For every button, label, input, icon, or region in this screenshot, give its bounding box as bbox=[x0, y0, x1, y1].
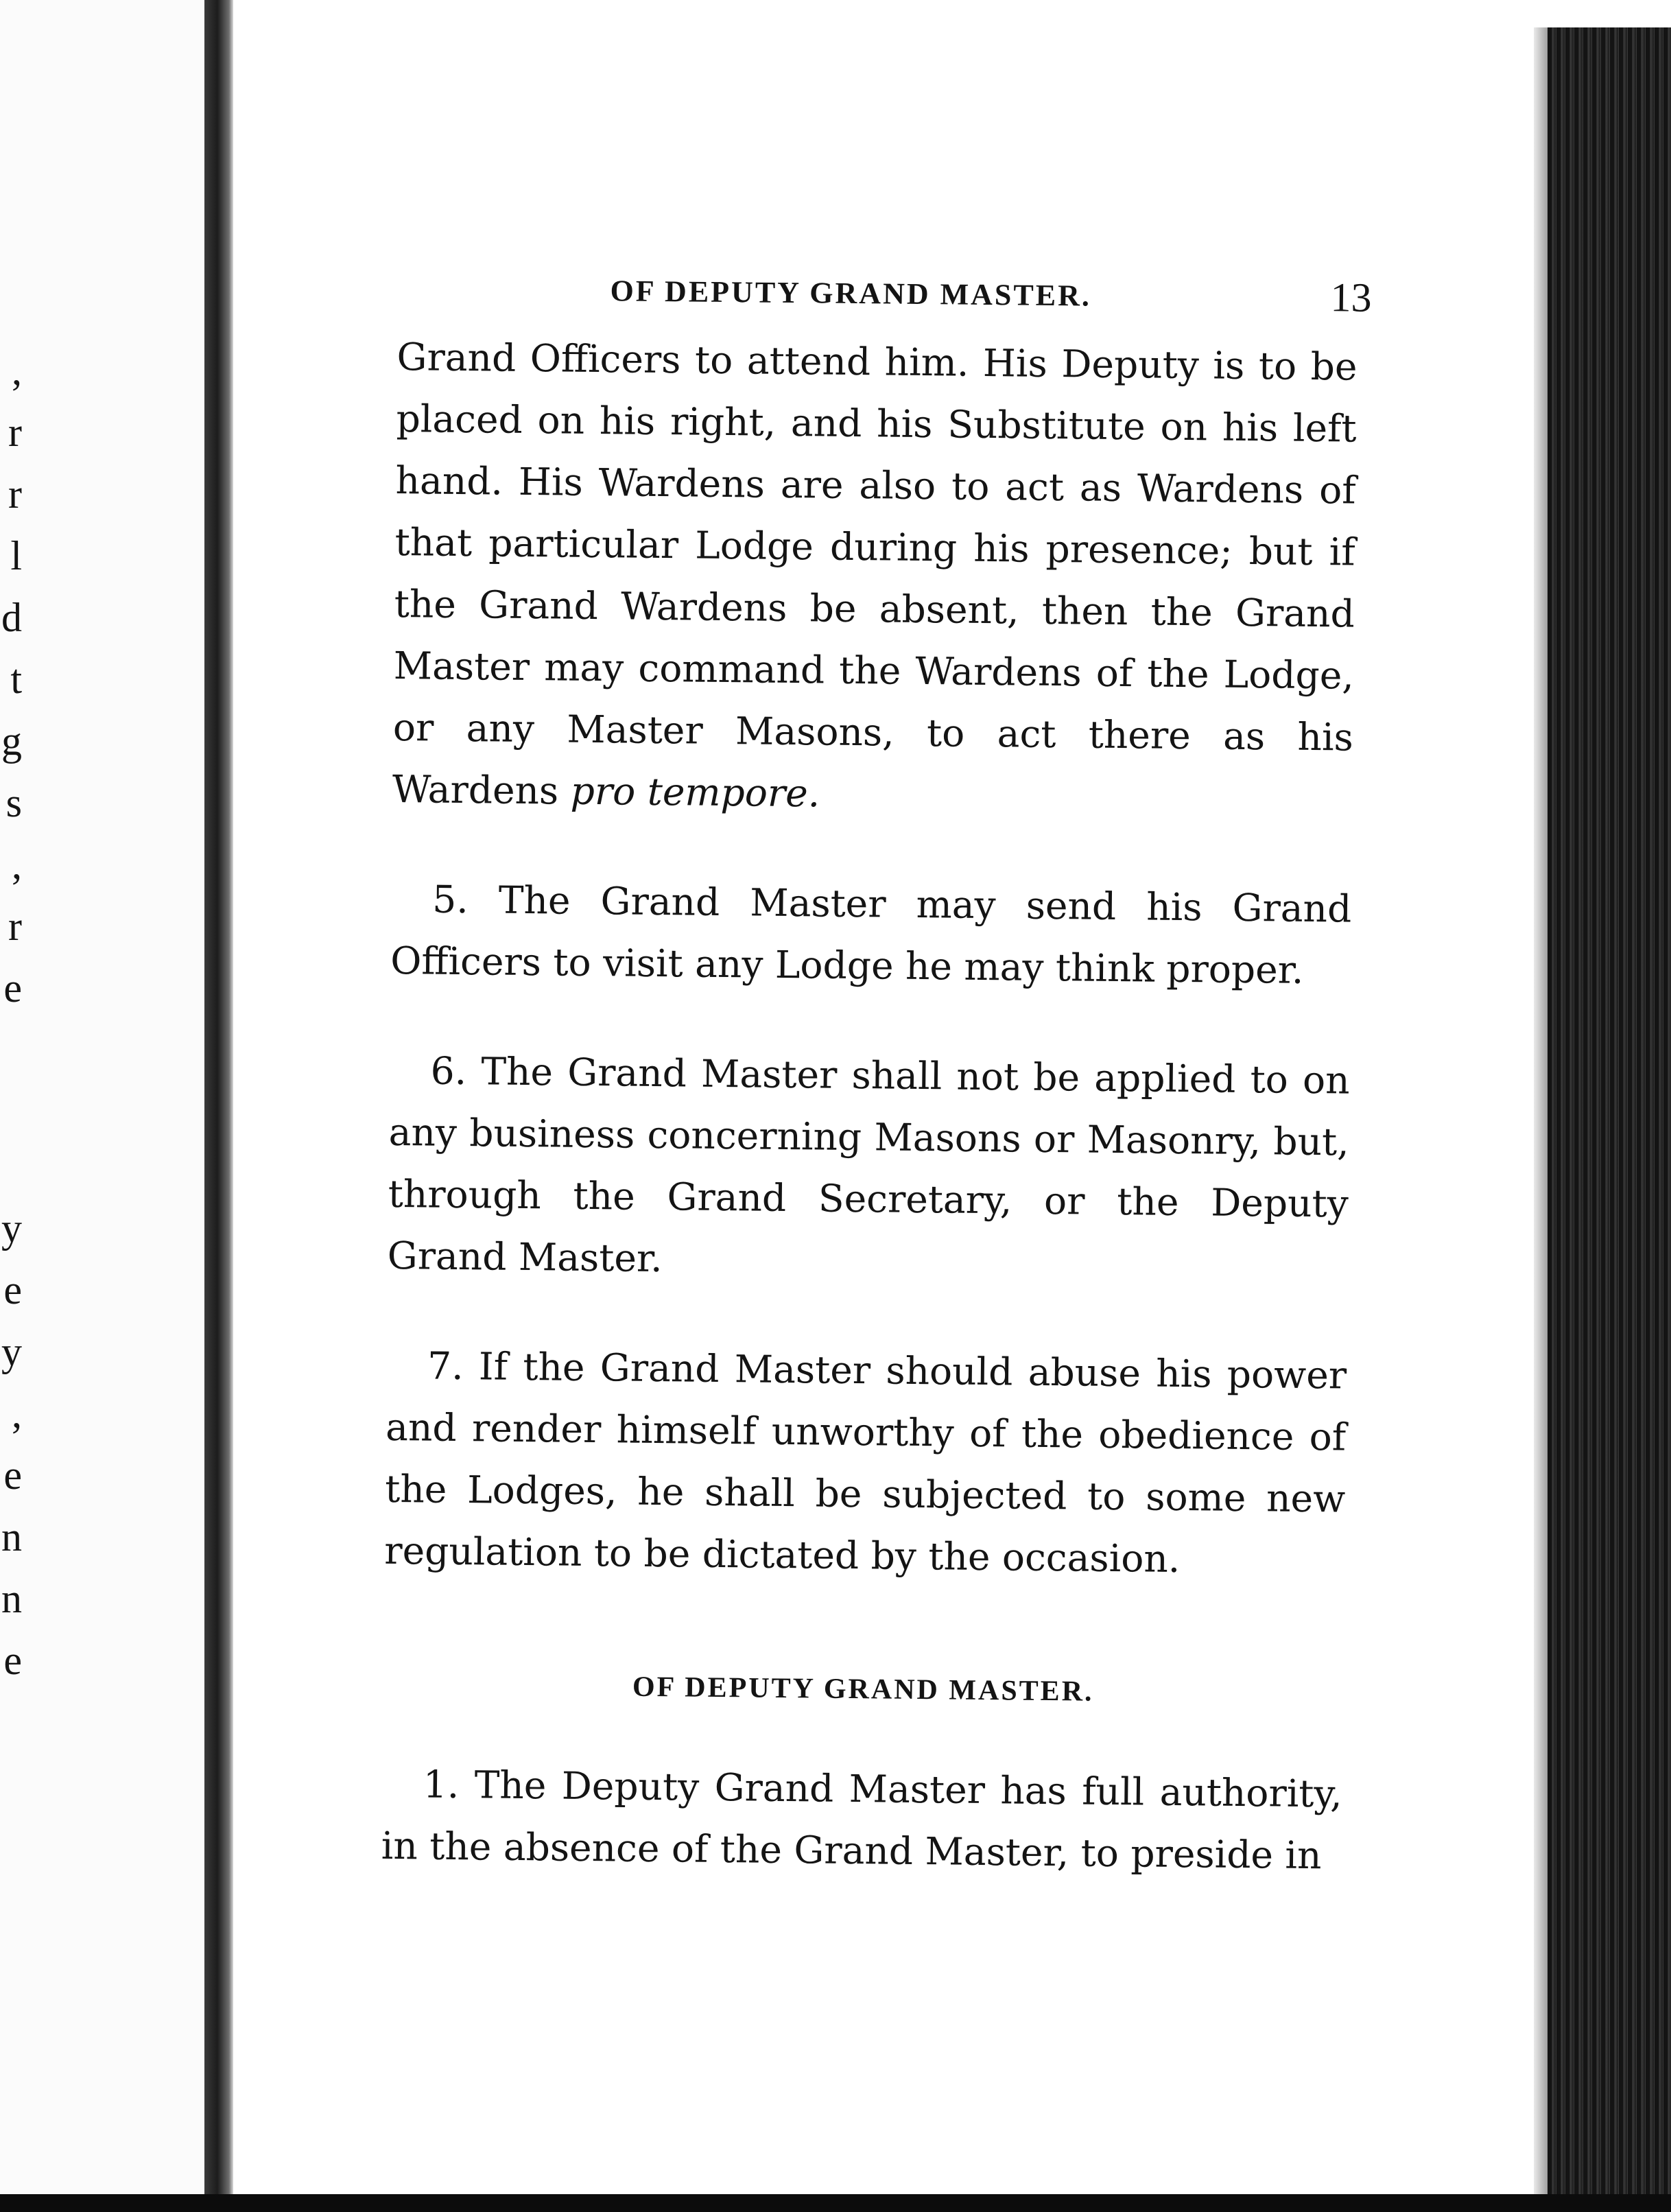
edge-char: g bbox=[1, 718, 22, 764]
running-title: OF DEPUTY GRAND MASTER. bbox=[610, 274, 1092, 313]
edge-char: n bbox=[1, 1514, 22, 1560]
edge-char: y bbox=[1, 1329, 22, 1374]
paragraph-6: 6. The Grand Master shall not be applied to on any business concerning Masons or Masonry, but, through the Grand Secretary, or the Deputy Grand Master. bbox=[387, 1048, 1350, 1281]
edge-char: d bbox=[1, 595, 22, 640]
edge-char: y bbox=[1, 1205, 22, 1251]
paragraph-7: 7. If the Grand Master should abuse his power and render himself unworthy of the obedience of the Lodges, he shall be subjected to some new regulation to be dictated by the occasion. bbox=[384, 1343, 1347, 1581]
page-number: 13 bbox=[1330, 274, 1372, 320]
edge-char: e bbox=[3, 1638, 22, 1683]
edge-char: n bbox=[1, 1576, 22, 1621]
edge-char: e bbox=[3, 1267, 22, 1313]
section-heading: OF DEPUTY GRAND MASTER. bbox=[632, 1671, 1094, 1708]
left-facing-page bbox=[0, 0, 206, 2212]
edge-char: r bbox=[8, 904, 22, 949]
edge-char: r bbox=[8, 471, 22, 517]
paragraph-continued-text: Grand Officers to attend him. His Deputy is to be placed on his right, and his Substitute on his left hand. His Wardens are also to act as Wardens of that particular Lodge during his presence; but if the Grand Wardens be absent, then the Grand Master may command the Wardens of the Lodge, or any Master Masons, to act there as his Wardens bbox=[392, 334, 1358, 813]
edge-char: e bbox=[3, 1452, 22, 1498]
running-header bbox=[397, 264, 1372, 336]
scan-border bbox=[0, 2194, 1671, 2212]
page-content bbox=[381, 264, 1372, 1887]
edge-char: t bbox=[10, 657, 22, 702]
book-page-edges bbox=[1548, 27, 1671, 2212]
edge-char: r bbox=[8, 410, 22, 455]
edge-char: , bbox=[12, 842, 22, 887]
paragraph-5: 5. The Grand Master may send his Grand Officers to visit any Lodge he may think proper. bbox=[390, 877, 1352, 992]
body-text bbox=[381, 326, 1358, 1887]
edge-char: e bbox=[3, 965, 22, 1011]
edge-char: s bbox=[5, 780, 22, 825]
italic-phrase: pro tempore. bbox=[570, 768, 820, 816]
page-edge-shadow bbox=[1534, 27, 1549, 2212]
edge-char: , bbox=[12, 1391, 22, 1436]
edge-char: , bbox=[12, 348, 22, 393]
book-gutter bbox=[204, 0, 233, 2212]
edge-char: l bbox=[10, 533, 22, 578]
section-paragraph-1: 1. The Deputy Grand Master has full authority, in the absence of the Grand Master, to preside in bbox=[381, 1762, 1343, 1878]
paragraph-continued bbox=[392, 326, 1358, 830]
